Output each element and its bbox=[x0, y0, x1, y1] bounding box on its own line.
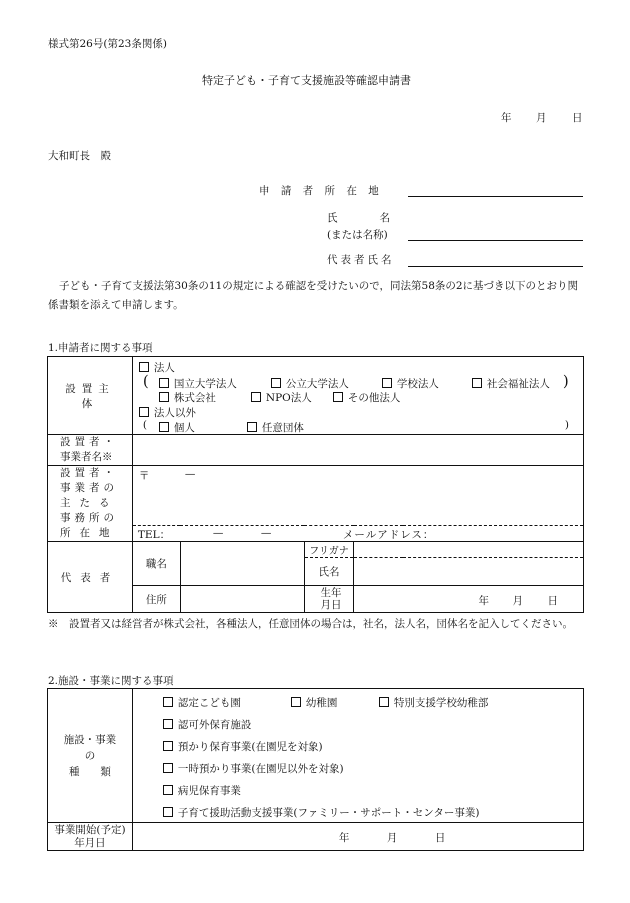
facility-type-label-2: の bbox=[84, 749, 96, 762]
option-certified-kodomoen[interactable]: 認定こども園 bbox=[163, 695, 241, 710]
start-date-label-2: 年月日 bbox=[74, 836, 106, 849]
applicant-name-line[interactable] bbox=[408, 240, 583, 241]
note-text: ※ 設置者又は経営者が株式会社，各種法人，任意団体の場合は，社名，法人名，団体名を記入してください。 bbox=[48, 618, 573, 630]
birth-day-label: 日 bbox=[547, 595, 558, 607]
bracket-right-icon: ) bbox=[562, 372, 569, 390]
birth-label-1: 生年 bbox=[320, 587, 342, 599]
start-date-input-cell[interactable] bbox=[132, 823, 583, 851]
furigana-label: フリガナ bbox=[309, 546, 349, 557]
address-label: 住所 bbox=[145, 593, 167, 606]
birth-label-cell bbox=[304, 586, 354, 613]
national-univ-checkbox[interactable]: 国立大学法人 bbox=[159, 376, 237, 391]
form-title: 特定子ども・子育て支援施設等確認申請書 bbox=[202, 74, 411, 87]
name-input-cell[interactable] bbox=[354, 558, 584, 586]
bracket-left2-icon: ( bbox=[142, 419, 148, 431]
facility-type-label-cell bbox=[48, 689, 133, 823]
option-special-support-kindergarten[interactable]: 特別支援学校幼稚部 bbox=[379, 695, 489, 710]
birth-month-label: 月 bbox=[512, 595, 523, 607]
section1-heading: 1.申請者に関する事項 bbox=[48, 342, 153, 354]
representative-line[interactable] bbox=[408, 266, 583, 267]
facility-type-label-1: 施設・事業 bbox=[63, 733, 117, 746]
non-corp-checkbox[interactable]: 法人以外 bbox=[139, 405, 196, 420]
furigana-label-cell bbox=[304, 542, 354, 558]
addressee: 大和町長 殿 bbox=[48, 150, 111, 162]
start-year-label: 年 bbox=[338, 832, 350, 844]
founder-name-input-cell[interactable] bbox=[132, 435, 583, 466]
option-extended-care[interactable]: 預かり保育事業(在園児を対象) bbox=[163, 739, 323, 754]
option-kindergarten[interactable]: 幼稚園 bbox=[291, 695, 338, 710]
option-family-support[interactable]: 子育て援助活動支援事業(ファミリー・サポート・センター事業) bbox=[163, 805, 480, 820]
form-number: 様式第26号(第23条関係) bbox=[48, 38, 167, 50]
tel-dash-2: — bbox=[260, 527, 272, 539]
founder-name-label-1: 設置者・ bbox=[60, 436, 118, 448]
office-address-cell[interactable] bbox=[132, 466, 583, 526]
position-label-cell bbox=[132, 542, 180, 586]
birth-input-cell[interactable] bbox=[354, 586, 584, 613]
email-label: メールアドレス： bbox=[342, 529, 435, 541]
applicant-name-sub-label: (または名称) bbox=[327, 229, 388, 241]
start-date-label-1: 事業開始(予定) bbox=[54, 823, 126, 836]
office-contact-cell[interactable] bbox=[132, 526, 583, 542]
birth-year-label: 年 bbox=[478, 595, 489, 607]
name-label-cell bbox=[304, 558, 354, 586]
birth-label-2: 月日 bbox=[320, 599, 342, 611]
founder-name-label-cell bbox=[48, 435, 133, 466]
applicant-table bbox=[47, 356, 584, 613]
date-month-label: 月 bbox=[536, 112, 547, 124]
social-welfare-checkbox[interactable]: 社会福祉法人 bbox=[472, 376, 550, 391]
start-day-label: 日 bbox=[434, 832, 446, 844]
applicant-address-line[interactable] bbox=[408, 196, 583, 197]
corp-checkbox[interactable]: 法人 bbox=[139, 360, 175, 375]
date-day-label: 日 bbox=[572, 112, 583, 124]
rep-label-cell bbox=[48, 542, 133, 613]
postal-mark: 〒 bbox=[138, 470, 150, 482]
founder-label: 設置主体 bbox=[65, 382, 115, 410]
school-corp-checkbox[interactable]: 学校法人 bbox=[382, 376, 439, 391]
position-input-cell[interactable] bbox=[180, 542, 304, 586]
section2-heading: 2.施設・事業に関する事項 bbox=[48, 675, 174, 687]
postal-dash: — bbox=[184, 468, 196, 480]
other-corp-checkbox[interactable]: その他法人 bbox=[333, 390, 401, 405]
office-label-1: 設置者・ bbox=[60, 467, 118, 479]
bracket-left-icon: ( bbox=[142, 372, 149, 390]
office-label-5: 所在地 bbox=[60, 527, 119, 539]
office-label-2: 事業者の bbox=[60, 482, 118, 494]
address-label-cell bbox=[132, 586, 180, 613]
facility-type-label-3: 種 類 bbox=[68, 765, 111, 778]
npo-checkbox[interactable]: NPO法人 bbox=[251, 390, 312, 405]
option-unlicensed-nursery[interactable]: 認可外保育施設 bbox=[163, 717, 252, 732]
applicant-address-label: 申 請 者 所 在 地 bbox=[259, 185, 383, 197]
representative-label: 代表者氏名 bbox=[327, 254, 395, 266]
tel-dash-1: — bbox=[212, 527, 224, 539]
voluntary-group-checkbox[interactable]: 任意団体 bbox=[247, 420, 304, 435]
company-checkbox[interactable]: 株式会社 bbox=[159, 390, 216, 405]
founder-options-cell bbox=[132, 357, 583, 435]
position-label: 職名 bbox=[145, 558, 167, 570]
intro-paragraph: 子ども・子育て支援法第30条の11の規定による確認を受けたいので，同法第58条の2に基づき以下のとおり関係書類を添えて申請します。 bbox=[48, 280, 579, 311]
corp-square[interactable] bbox=[139, 362, 149, 372]
founder-label-cell bbox=[48, 357, 133, 435]
tel-label: TEL： bbox=[137, 529, 171, 541]
date-year-label: 年 bbox=[501, 112, 512, 124]
rep-label: 代表者 bbox=[60, 571, 120, 584]
start-month-label: 月 bbox=[386, 832, 398, 844]
name-label: 氏名 bbox=[318, 566, 340, 578]
applicant-name-label: 氏 名 bbox=[327, 212, 390, 224]
option-temporary-care[interactable]: 一時預かり事業(在園児以外を対象) bbox=[163, 761, 344, 776]
address-input-cell[interactable] bbox=[180, 586, 304, 613]
office-label-3: 主たる bbox=[60, 497, 119, 509]
furigana-input-cell[interactable] bbox=[354, 542, 584, 558]
founder-name-label-2: 事業者名※ bbox=[60, 451, 113, 463]
office-label-4: 事務所の bbox=[60, 512, 118, 524]
individual-checkbox[interactable]: 個人 bbox=[159, 420, 195, 435]
public-univ-checkbox[interactable]: 公立大学法人 bbox=[271, 376, 349, 391]
facility-table bbox=[47, 688, 584, 851]
office-label-cell bbox=[48, 466, 133, 542]
facility-type-options-cell bbox=[132, 689, 583, 823]
start-date-label-cell bbox=[48, 823, 133, 851]
bracket-right2-icon: ) bbox=[564, 419, 570, 431]
option-sick-child-care[interactable]: 病児保育事業 bbox=[163, 783, 241, 798]
